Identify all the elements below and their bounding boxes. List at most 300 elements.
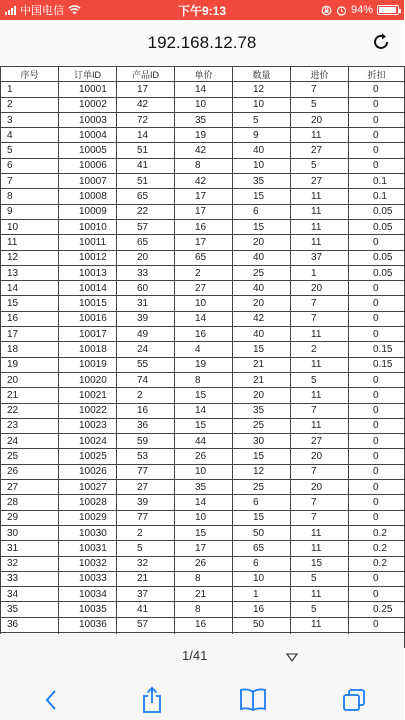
table-cell: 10002 — [59, 97, 117, 112]
table-cell: 10013 — [59, 265, 117, 280]
table-cell: 5 — [291, 372, 349, 387]
table-cell: 0 — [349, 388, 405, 403]
table-row — [1, 174, 405, 189]
table-cell: 34 — [1, 587, 59, 602]
table-row — [1, 143, 405, 158]
address-bar[interactable] — [0, 20, 404, 66]
table-row — [1, 434, 405, 449]
wifi-icon — [68, 5, 81, 15]
table-cell: 0 — [349, 296, 405, 311]
table-cell: 10030 — [59, 525, 117, 540]
table-cell: 49 — [117, 327, 175, 342]
table-cell: 20 — [291, 112, 349, 127]
reload-icon[interactable] — [370, 31, 392, 53]
table-cell: 51 — [117, 174, 175, 189]
table-cell: 28 — [1, 495, 59, 510]
table-cell: 2 — [117, 525, 175, 540]
table-cell: 12 — [233, 82, 291, 97]
table-cell: 10005 — [59, 143, 117, 158]
table-cell: 51 — [117, 143, 175, 158]
table-cell: 10009 — [59, 204, 117, 219]
table-cell: 5 — [291, 602, 349, 617]
battery-percent: 94% — [350, 4, 373, 16]
table-cell: 12 — [233, 464, 291, 479]
table-cell: 65 — [117, 235, 175, 250]
bookmarks-icon — [239, 688, 267, 712]
table-cell: 13 — [1, 265, 59, 280]
table-cell: 11 — [291, 204, 349, 219]
table-cell: 10027 — [59, 480, 117, 495]
table-cell: 20 — [117, 250, 175, 265]
table-cell: 7 — [291, 464, 349, 479]
table-cell: 11 — [291, 541, 349, 556]
table-row — [1, 495, 405, 510]
table-cell: 35 — [233, 174, 291, 189]
table-cell: 10023 — [59, 418, 117, 433]
table-cell: 10011 — [59, 235, 117, 250]
back-icon — [44, 689, 58, 711]
table-cell: 0.25 — [349, 602, 405, 617]
table-row — [1, 189, 405, 204]
table-cell: 11 — [291, 525, 349, 540]
table-cell: 25 — [1, 449, 59, 464]
alarm-icon — [336, 5, 347, 16]
table-cell: 24 — [117, 342, 175, 357]
table-cell: 11 — [291, 235, 349, 250]
table-cell: 7 — [1, 174, 59, 189]
table-cell: 42 — [117, 97, 175, 112]
table-cell: 20 — [233, 296, 291, 311]
status-time: 下午9:13 — [177, 3, 227, 18]
table-cell: 24 — [1, 434, 59, 449]
table-cell: 10032 — [59, 556, 117, 571]
table-cell: 6 — [233, 204, 291, 219]
table-cell: 5 — [233, 112, 291, 127]
table-cell: 37 — [291, 250, 349, 265]
table-cell: 26 — [175, 449, 233, 464]
table-cell: 1 — [233, 587, 291, 602]
table-cell: 2 — [175, 265, 233, 280]
table-cell: 14 — [117, 128, 175, 143]
table-cell: 11 — [291, 357, 349, 372]
table-cell: 0 — [349, 510, 405, 525]
table-cell: 27 — [117, 480, 175, 495]
table-cell: 9 — [233, 128, 291, 143]
table-cell: 7 — [291, 82, 349, 97]
table-cell: 36 — [117, 418, 175, 433]
table-cell: 32 — [117, 556, 175, 571]
page-count: 1/41 — [182, 648, 208, 663]
table-cell: 14 — [175, 311, 233, 326]
table-cell: 0 — [349, 571, 405, 586]
table-cell: 4 — [1, 128, 59, 143]
table-cell: 11 — [291, 418, 349, 433]
table-cell: 10033 — [59, 571, 117, 586]
table-cell: 1 — [1, 82, 59, 97]
table-cell: 3 — [1, 112, 59, 127]
table-cell: 0 — [349, 464, 405, 479]
table-cell: 0 — [349, 434, 405, 449]
table-row — [1, 158, 405, 173]
table-cell: 16 — [175, 327, 233, 342]
table-row — [1, 265, 405, 280]
table-cell: 10014 — [59, 281, 117, 296]
table-cell: 0 — [349, 418, 405, 433]
url-text[interactable]: 192.168.12.78 — [147, 33, 257, 52]
table-cell: 15 — [233, 342, 291, 357]
table-row — [1, 388, 405, 403]
table-cell: 0 — [349, 235, 405, 250]
table-cell: 11 — [291, 219, 349, 234]
table-cell: 11 — [291, 388, 349, 403]
table-cell: 42 — [175, 174, 233, 189]
table-cell: 33 — [117, 265, 175, 280]
table-cell: 30 — [1, 525, 59, 540]
table-cell: 20 — [291, 281, 349, 296]
table-cell: 0 — [349, 449, 405, 464]
table-cell: 17 — [175, 235, 233, 250]
table-cell: 6 — [233, 495, 291, 510]
table-cell: 22 — [117, 204, 175, 219]
table-cell: 10 — [175, 296, 233, 311]
table-cell: 0.05 — [349, 250, 405, 265]
table-cell: 14 — [175, 403, 233, 418]
table-cell: 10028 — [59, 495, 117, 510]
table-cell: 0.15 — [349, 342, 405, 357]
table-cell: 1 — [291, 265, 349, 280]
table-cell: 60 — [117, 281, 175, 296]
table-cell: 16 — [1, 311, 59, 326]
table-cell: 15 — [233, 189, 291, 204]
table-cell: 0.15 — [349, 357, 405, 372]
table-cell: 15 — [175, 388, 233, 403]
table-row — [1, 281, 405, 296]
table-cell: 10034 — [59, 587, 117, 602]
table-cell: 0.1 — [349, 189, 405, 204]
table-cell: 11 — [291, 189, 349, 204]
table-cell: 35 — [175, 112, 233, 127]
table-cell: 16 — [117, 403, 175, 418]
page-indicator-bar — [0, 634, 404, 680]
table-cell: 27 — [291, 174, 349, 189]
tabs-icon — [342, 688, 366, 712]
table-row — [1, 617, 405, 632]
table-cell: 10031 — [59, 541, 117, 556]
table-cell: 0 — [349, 327, 405, 342]
table-cell: 57 — [117, 219, 175, 234]
table-cell: 19 — [1, 357, 59, 372]
table-cell: 10026 — [59, 464, 117, 479]
table-cell: 8 — [175, 571, 233, 586]
table-cell: 20 — [1, 372, 59, 387]
table-cell: 40 — [233, 143, 291, 158]
table-cell: 8 — [175, 372, 233, 387]
table-cell: 25 — [233, 480, 291, 495]
table-cell: 10029 — [59, 510, 117, 525]
table-cell: 10008 — [59, 189, 117, 204]
table-cell: 39 — [117, 495, 175, 510]
table-cell: 8 — [175, 158, 233, 173]
table-cell: 0 — [349, 617, 405, 632]
table-cell: 17 — [117, 82, 175, 97]
table-cell: 26 — [1, 464, 59, 479]
table-cell: 32 — [1, 556, 59, 571]
table-cell: 10022 — [59, 403, 117, 418]
back-button[interactable] — [31, 680, 71, 720]
table-header-row — [1, 67, 405, 82]
table-row — [1, 602, 405, 617]
table-cell: 33 — [1, 571, 59, 586]
table-cell: 0 — [349, 403, 405, 418]
table-cell: 55 — [117, 357, 175, 372]
table-row — [1, 112, 405, 127]
table-cell: 10 — [233, 571, 291, 586]
column-header: 折扣 — [349, 67, 405, 82]
signal-icon — [5, 6, 16, 15]
table-cell: 5 — [291, 571, 349, 586]
table-cell: 0 — [349, 97, 405, 112]
table-cell: 20 — [291, 449, 349, 464]
table-cell: 4 — [175, 342, 233, 357]
bottom-toolbar — [0, 680, 404, 720]
column-header: 序号 — [1, 67, 59, 82]
bookmarks-button[interactable] — [233, 680, 273, 720]
table-cell: 57 — [117, 617, 175, 632]
table-cell: 8 — [1, 189, 59, 204]
table-cell: 9 — [1, 204, 59, 219]
table-cell: 65 — [233, 541, 291, 556]
status-left — [5, 2, 81, 18]
table-row — [1, 97, 405, 112]
table-cell: 59 — [117, 434, 175, 449]
table-cell: 40 — [233, 327, 291, 342]
table-cell: 10 — [175, 97, 233, 112]
table-cell: 0.05 — [349, 219, 405, 234]
table-cell: 10006 — [59, 158, 117, 173]
table-cell: 65 — [175, 250, 233, 265]
table-cell: 10035 — [59, 602, 117, 617]
table-cell: 31 — [117, 296, 175, 311]
status-right — [321, 4, 399, 16]
table-cell: 6 — [1, 158, 59, 173]
table-cell: 0.2 — [349, 541, 405, 556]
table-cell: 14 — [175, 495, 233, 510]
table-cell: 23 — [1, 418, 59, 433]
table-cell: 35 — [233, 403, 291, 418]
column-header: 产品ID — [117, 67, 175, 82]
table-cell: 37 — [117, 587, 175, 602]
table-row — [1, 219, 405, 234]
table-cell: 0.05 — [349, 265, 405, 280]
table-row — [1, 327, 405, 342]
table-cell: 19 — [175, 357, 233, 372]
table-row — [1, 571, 405, 586]
table-cell: 0.1 — [349, 174, 405, 189]
table-row — [1, 480, 405, 495]
table-cell: 21 — [1, 388, 59, 403]
table-cell: 10025 — [59, 449, 117, 464]
table-cell: 35 — [1, 602, 59, 617]
table-cell: 7 — [291, 403, 349, 418]
column-header: 数量 — [233, 67, 291, 82]
table-row — [1, 82, 405, 97]
table-cell: 7 — [291, 495, 349, 510]
table-row — [1, 250, 405, 265]
table-cell: 7 — [291, 311, 349, 326]
table-row — [1, 510, 405, 525]
table-row — [1, 464, 405, 479]
table-cell: 0 — [349, 480, 405, 495]
table-cell: 27 — [291, 143, 349, 158]
table-cell: 10021 — [59, 388, 117, 403]
table-cell: 17 — [1, 327, 59, 342]
document-view[interactable] — [0, 66, 404, 634]
table-cell: 10036 — [59, 617, 117, 632]
table-cell: 5 — [117, 541, 175, 556]
rotation-lock-icon — [321, 5, 332, 16]
table-cell: 77 — [117, 464, 175, 479]
table-cell: 6 — [233, 556, 291, 571]
table-cell: 53 — [117, 449, 175, 464]
table-cell: 10010 — [59, 219, 117, 234]
table-cell: 16 — [175, 219, 233, 234]
table-cell: 14 — [175, 82, 233, 97]
table-cell: 40 — [233, 281, 291, 296]
share-button[interactable] — [132, 680, 172, 720]
table-cell: 25 — [233, 265, 291, 280]
table-cell: 5 — [291, 158, 349, 173]
table-cell: 50 — [233, 525, 291, 540]
tabs-button[interactable] — [334, 680, 374, 720]
table-cell: 40 — [233, 250, 291, 265]
table-cell: 5 — [291, 97, 349, 112]
table-cell: 29 — [1, 510, 59, 525]
table-cell: 0 — [349, 587, 405, 602]
table-cell: 15 — [233, 449, 291, 464]
table-cell: 0 — [349, 372, 405, 387]
table-cell: 42 — [175, 143, 233, 158]
table-cell: 21 — [233, 372, 291, 387]
table-cell: 10019 — [59, 357, 117, 372]
table-cell: 19 — [175, 128, 233, 143]
table-cell: 0 — [349, 143, 405, 158]
carrier-label: 中国电信 — [20, 5, 64, 17]
table-cell: 21 — [117, 571, 175, 586]
table-cell: 0.2 — [349, 556, 405, 571]
triangle-down-icon[interactable] — [286, 653, 298, 662]
table-cell: 15 — [1, 296, 59, 311]
share-icon — [141, 686, 163, 714]
table-cell: 10 — [233, 158, 291, 173]
column-header: 订单ID — [59, 67, 117, 82]
table-cell: 22 — [1, 403, 59, 418]
table-cell: 16 — [175, 617, 233, 632]
table-cell: 30 — [233, 434, 291, 449]
table-cell: 21 — [233, 357, 291, 372]
column-header: 进价 — [291, 67, 349, 82]
table-cell: 10007 — [59, 174, 117, 189]
table-cell: 0 — [349, 128, 405, 143]
table-row — [1, 311, 405, 326]
table-cell: 0 — [349, 158, 405, 173]
table-cell: 11 — [291, 587, 349, 602]
table-row — [1, 357, 405, 372]
table-cell: 10017 — [59, 327, 117, 342]
table-cell: 8 — [175, 602, 233, 617]
table-cell: 41 — [117, 602, 175, 617]
table-cell: 35 — [175, 480, 233, 495]
table-cell: 5 — [1, 143, 59, 158]
table-row — [1, 128, 405, 143]
table-cell: 0 — [349, 495, 405, 510]
column-header: 单价 — [175, 67, 233, 82]
table-cell: 10004 — [59, 128, 117, 143]
battery-icon — [377, 5, 399, 15]
table-cell: 65 — [117, 189, 175, 204]
table-row — [1, 403, 405, 418]
table-cell: 15 — [291, 556, 349, 571]
table-cell: 77 — [117, 510, 175, 525]
table-cell: 26 — [175, 556, 233, 571]
table-cell: 14 — [1, 281, 59, 296]
table-cell: 15 — [175, 525, 233, 540]
table-cell: 10018 — [59, 342, 117, 357]
table-row — [1, 342, 405, 357]
table-cell: 0 — [349, 311, 405, 326]
table-cell: 2 — [291, 342, 349, 357]
table-cell: 0.2 — [349, 525, 405, 540]
table-cell: 10 — [1, 219, 59, 234]
table-cell: 10 — [233, 97, 291, 112]
orders-table — [0, 66, 405, 648]
table-cell: 20 — [233, 235, 291, 250]
table-cell: 0 — [349, 82, 405, 97]
table-cell: 11 — [1, 235, 59, 250]
table-cell: 11 — [291, 128, 349, 143]
table-row — [1, 235, 405, 250]
table-cell: 72 — [117, 112, 175, 127]
table-cell: 31 — [1, 541, 59, 556]
status-bar — [0, 0, 404, 20]
table-cell: 17 — [175, 189, 233, 204]
table-cell: 10003 — [59, 112, 117, 127]
table-cell: 10001 — [59, 82, 117, 97]
table-row — [1, 372, 405, 387]
table-row — [1, 556, 405, 571]
table-row — [1, 541, 405, 556]
table-cell: 36 — [1, 617, 59, 632]
table-cell: 0 — [349, 112, 405, 127]
table-row — [1, 296, 405, 311]
table-cell: 18 — [1, 342, 59, 357]
table-cell: 42 — [233, 311, 291, 326]
table-cell: 10024 — [59, 434, 117, 449]
table-body — [1, 82, 405, 648]
table-cell: 27 — [291, 434, 349, 449]
table-cell: 20 — [291, 480, 349, 495]
table-cell: 2 — [1, 97, 59, 112]
table-cell: 7 — [291, 510, 349, 525]
table-cell: 10012 — [59, 250, 117, 265]
table-cell: 15 — [175, 418, 233, 433]
table-row — [1, 204, 405, 219]
table-cell: 11 — [291, 617, 349, 632]
table-cell: 50 — [233, 617, 291, 632]
table-row — [1, 587, 405, 602]
table-cell: 11 — [291, 327, 349, 342]
table-cell: 15 — [233, 510, 291, 525]
table-cell: 12 — [1, 250, 59, 265]
